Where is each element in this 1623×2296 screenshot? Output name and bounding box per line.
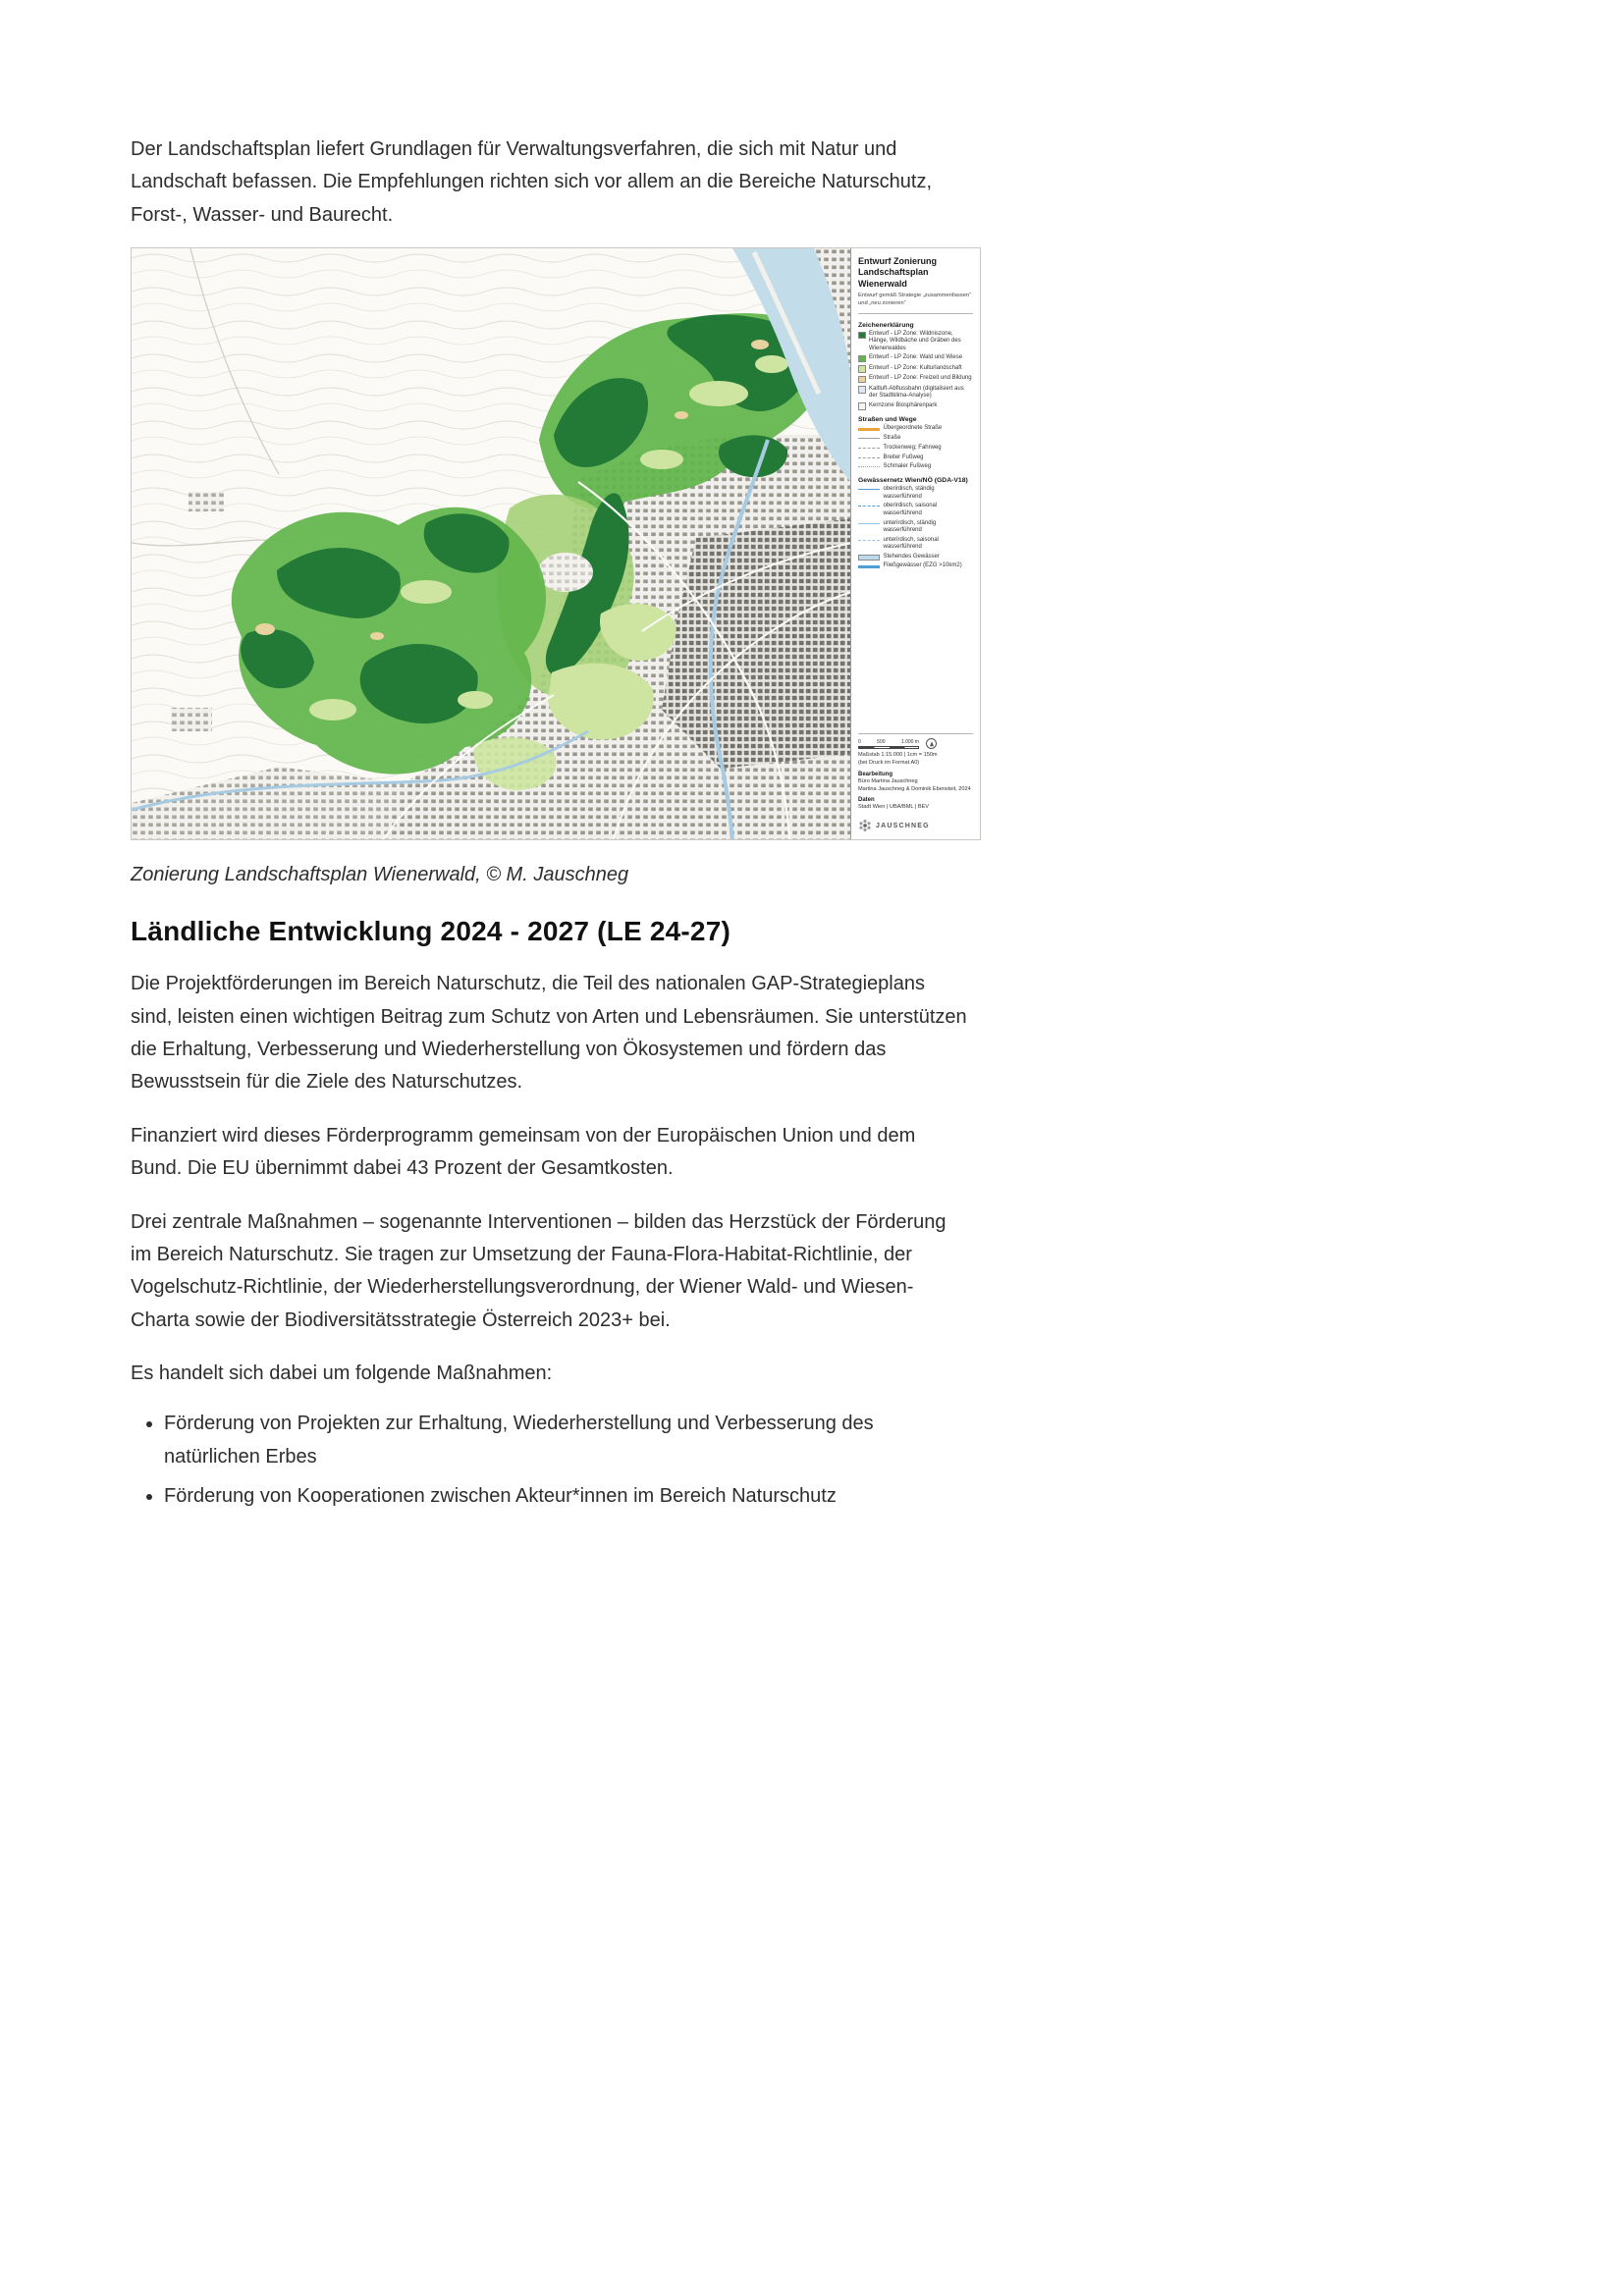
legend-item-label: Trockenweg; Fahrweg bbox=[883, 444, 942, 451]
scale-bar bbox=[858, 746, 919, 750]
zone-swatch bbox=[858, 332, 866, 340]
legend-divider bbox=[858, 733, 973, 734]
paragraph: Die Projektförderungen im Bereich Naturschutz, die Teil des nationalen GAP-Strategieplans sind, leisten einen wichtigen Beitrag zum Schutz von Arten und Lebensräumen. Sie unterstützen die Erhaltung, Verbesserung und Wiederherstellung von Ökosystemen und fördern das Bewusstsein für die Ziele des Naturschutzes. bbox=[131, 973, 967, 1094]
legend-item-label: Kaltluft-Abflussbahn (digitalisiert aus der Stadtklima-Analyse) bbox=[869, 385, 964, 399]
legend-item-label: Kernzone Biosphärenpark bbox=[869, 401, 938, 408]
legend-water-item bbox=[858, 486, 973, 501]
daten-line: Stadt Wien | UBA/BML | BEV bbox=[858, 804, 930, 811]
line-swatch bbox=[858, 506, 880, 507]
legend-item-label: Entwurf - LP Zone: Freizeit und Bildung bbox=[869, 375, 972, 382]
legend-water-item bbox=[858, 520, 973, 535]
legend-water-item bbox=[858, 554, 973, 561]
line-swatch bbox=[858, 438, 880, 439]
legend-zone-item bbox=[858, 375, 973, 383]
legend-road-item bbox=[858, 435, 973, 442]
legend-section-zeichenerklaerung: Zeichenerklärung bbox=[858, 321, 914, 329]
legend-water-item bbox=[858, 537, 973, 552]
legend-zone-item bbox=[858, 354, 973, 362]
legend-section-gewaesser: Gewässernetz Wien/NÖ (GDA-V18) bbox=[858, 476, 968, 484]
legend-subtitle-1: Landschaftsplan bbox=[858, 267, 929, 278]
legend-subtitle-2: Wienerwald bbox=[858, 278, 907, 289]
scale-tick: 500 bbox=[877, 738, 886, 745]
legend-item-label: unterirdisch, ständig wasserführend bbox=[883, 519, 937, 533]
line-swatch bbox=[858, 489, 880, 490]
legend-water-item bbox=[858, 562, 973, 569]
scale-tick: 0 bbox=[858, 738, 861, 745]
jauschneg-logo-icon bbox=[858, 819, 872, 832]
map-figure bbox=[131, 247, 983, 840]
legend-road-item bbox=[858, 425, 973, 432]
legend-zone-item bbox=[858, 365, 973, 373]
scale-tick-labels bbox=[858, 739, 919, 745]
intro-paragraph: Der Landschaftsplan liefert Grundlagen für Verwaltungsverfahren, die sich mit Natur und Landschaft befassen. Die Empfehlungen richten sich vor allem an die Bereiche Naturschutz, Forst-, Wasser- und Baurecht. bbox=[131, 138, 933, 226]
legend-divider bbox=[858, 313, 973, 314]
figure-caption: Zonierung Landschaftsplan Wienerwald, © M. Jauschneg bbox=[131, 864, 629, 886]
daten-heading: Daten bbox=[858, 797, 875, 804]
legend-item-label: Breiter Fußweg bbox=[883, 454, 924, 460]
zone-swatch bbox=[858, 376, 866, 384]
legend-water-item bbox=[858, 503, 973, 517]
line-swatch bbox=[858, 555, 880, 561]
legend-title: Entwurf Zonierung bbox=[858, 256, 937, 267]
paragraph: Finanziert wird dieses Förderprogramm gemeinsam von der Europäischen Union und dem Bund. Die EU übernimmt dabei 43 Prozent der Gesamtkosten. bbox=[131, 1124, 916, 1180]
measures-list bbox=[131, 1408, 946, 1513]
paragraph: Es handelt sich dabei um folgende Maßnahmen: bbox=[131, 1362, 553, 1385]
logo-text: JAUSCHNEG bbox=[876, 822, 930, 829]
legend-zone-item bbox=[858, 386, 973, 400]
scale-tick: 1.000 m bbox=[900, 738, 919, 745]
map-image bbox=[131, 247, 981, 840]
line-swatch bbox=[858, 523, 880, 524]
legend-item-label: Fließgewässer (EZG >10km2) bbox=[883, 562, 962, 569]
legend-credits-block bbox=[858, 728, 973, 832]
line-swatch bbox=[858, 466, 880, 467]
legend-section-strassen: Straßen und Wege bbox=[858, 415, 917, 423]
line-swatch bbox=[858, 565, 880, 568]
bearbeitung-heading: Bearbeitung bbox=[858, 771, 893, 777]
bearbeitung-line: Martina Jauschneg & Dominik Ebensteit, 2024 bbox=[858, 785, 971, 792]
list-item: • Förderung von Kooperationen zwischen Akteur*innen im Bereich Naturschutz bbox=[164, 1480, 946, 1513]
map-artwork bbox=[132, 248, 852, 840]
line-swatch bbox=[858, 457, 880, 458]
zone-swatch bbox=[858, 355, 866, 363]
legend-item-label: Straße bbox=[883, 435, 901, 442]
legend-item-label: Übergeordnete Straße bbox=[883, 425, 943, 432]
legend-item-label: Entwurf - LP Zone: Wildniszone, Hänge, Wildbäche und Gräben des Wienerwaldes bbox=[869, 331, 961, 351]
legend-zone-item bbox=[858, 331, 973, 352]
legend-item-label: oberirdisch, ständig wasserführend bbox=[883, 486, 935, 500]
line-swatch bbox=[858, 448, 880, 449]
legend-item-label: unterirdisch, saisonal wasserführend bbox=[883, 536, 939, 550]
line-swatch bbox=[858, 540, 880, 541]
scale-note-2: (bei Druck im Format A0) bbox=[858, 759, 920, 766]
scale-bar-row bbox=[858, 738, 973, 749]
zone-swatch bbox=[858, 365, 866, 373]
scale-note: Maßstab 1:15.000 | 1cm = 150m bbox=[858, 752, 938, 759]
section-heading: Ländliche Entwicklung 2024 - 2027 (LE 24-27) bbox=[131, 916, 731, 947]
legend-item-label: Entwurf - LP Zone: Kulturlandschaft bbox=[869, 364, 962, 371]
zone-swatch bbox=[858, 402, 866, 410]
content-column bbox=[131, 0, 983, 1521]
legend-road-item bbox=[858, 463, 973, 470]
legend-zone-item bbox=[858, 402, 973, 410]
legend-item-label: Schmaler Fußweg bbox=[883, 463, 932, 470]
map-legend-panel bbox=[850, 248, 980, 839]
jauschneg-logo bbox=[858, 819, 973, 832]
body-paragraphs bbox=[131, 968, 983, 1390]
north-arrow-icon bbox=[926, 738, 937, 749]
bearbeitung-line: Büro Martina Jauschneg bbox=[858, 777, 918, 784]
legend-note: Entwurf gemäß Strategie „zusammenfassen“ und „neu zonieren“ bbox=[858, 292, 972, 306]
legend-item-label: oberirdisch, saisonal wasserführend bbox=[883, 503, 938, 516]
legend-road-item bbox=[858, 454, 973, 461]
legend-road-item bbox=[858, 445, 973, 452]
list-item: • Förderung von Projekten zur Erhaltung, Wiederherstellung und Verbesserung des natürlichen Erbes bbox=[164, 1408, 946, 1473]
legend-water-items bbox=[858, 486, 973, 571]
line-swatch bbox=[858, 428, 880, 431]
legend-zone-items bbox=[858, 331, 973, 412]
legend-road-items bbox=[858, 425, 973, 473]
zone-swatch bbox=[858, 386, 866, 394]
legend-item-label: Stehendes Gewässer bbox=[883, 553, 940, 560]
legend-item-label: Entwurf - LP Zone: Wald und Wiese bbox=[869, 354, 963, 361]
paragraph: Drei zentrale Maßnahmen – sogenannte Interventionen – bilden das Herzstück der Förderung im Bereich Naturschutz. Sie tragen zur Umsetzung der Fauna-Flora-Habitat-Richtlinie, der Vogelschutz-Richtlinie, der Wiederherstellungsverordnung, der Wiener Wald- und Wiesen-Charta sowie der Biodiversitätsstrategie Österreich 2023+ bei. bbox=[131, 1210, 947, 1331]
